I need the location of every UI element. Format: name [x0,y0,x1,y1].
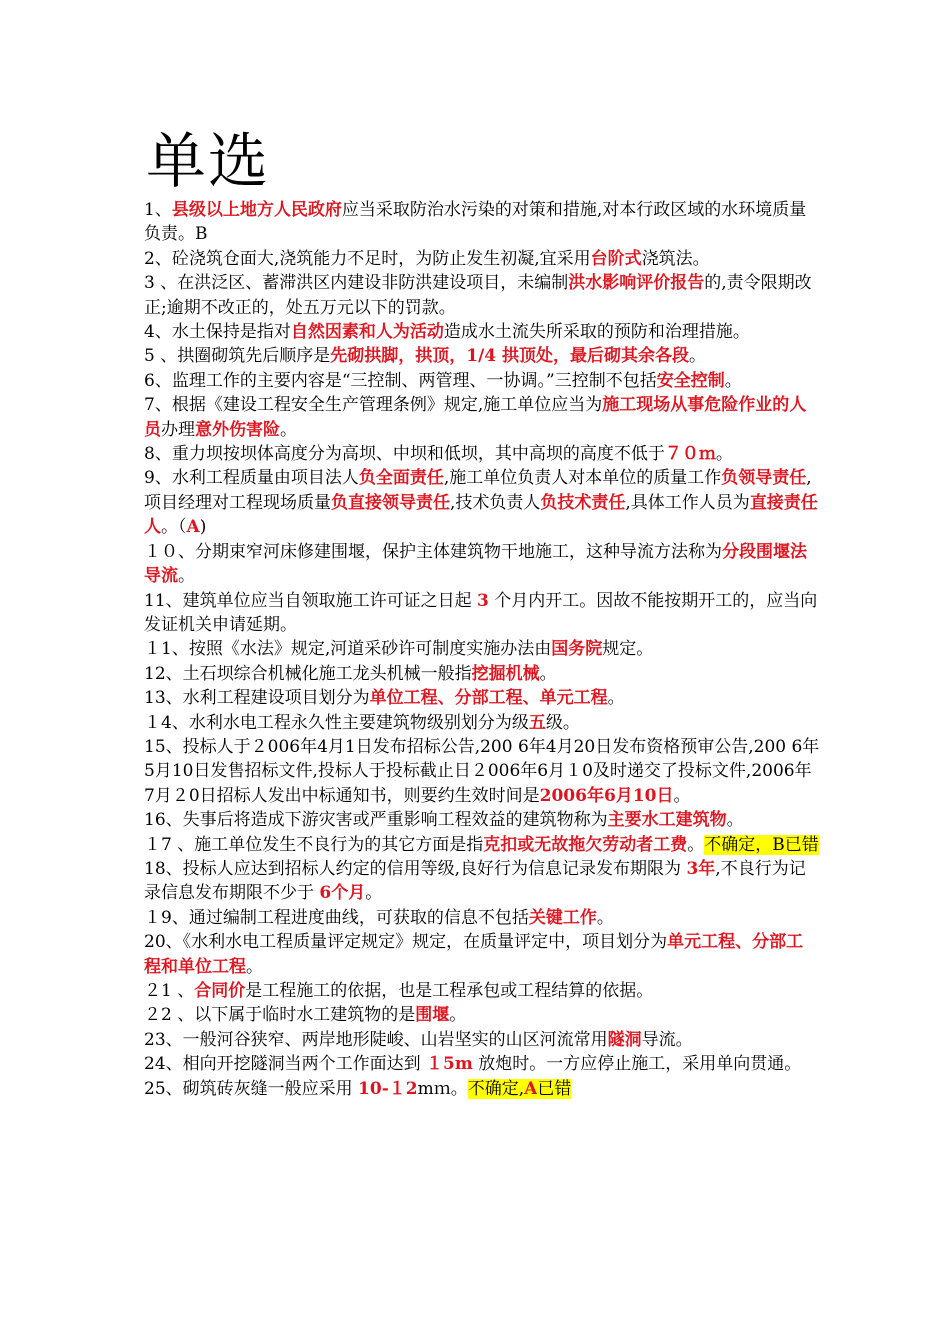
note-highlight: A [524,1078,538,1099]
question-list [144,198,820,1101]
question-text: 放炮时。一方应停止施工，采用单向贯通。 [472,1054,802,1075]
question-item [144,735,820,808]
answer-highlight: 挖掘机械 [471,663,540,684]
question-text: 。 [365,883,383,904]
answer-highlight: 合同价 [194,981,246,1001]
note-highlight: 不确定，B已错 [704,834,819,855]
question-item [144,466,820,539]
question-item [144,637,820,661]
question-item [144,711,820,735]
answer-highlight: 台阶式 [590,248,642,269]
answer-highlight: 克扣或无故拖欠劳动者工费 [483,834,688,855]
question-text: 。（ [161,517,187,538]
question-text: 。 [449,1005,467,1026]
answer-highlight: 单位工程、分部工程、单元工程 [369,688,608,709]
question-text: 9、水利工程质量由项目法人 [144,468,359,489]
question-item [144,369,820,393]
question-text: ２2 、以下属于临时水工建筑物的是 [144,1005,416,1026]
question-text: mｍ。 [417,1078,468,1099]
answer-highlight: 分段围堰法导流 [144,541,807,587]
question-text: 7、根据《建设工程安全生产管理条例》规定,施工单位应当为 [144,395,603,416]
question-text: 3 、在洪泛区、蓄滞洪区内建设非防洪建设项目，未编制 [144,273,569,294]
answer-highlight: 6个月 [319,883,366,904]
question-text: 18、投标人应达到招标人约定的信用等级,良好行为信息记录发布期限为 [144,858,687,879]
question-text: 。 [539,663,557,684]
question-item [144,393,820,442]
question-text: 应当采取防治水污染的对策和措施,对本行政区域的水环境质量负责。B [144,200,807,245]
question-item [144,662,820,686]
question-text: 导流。 [641,1029,693,1050]
question-item [144,442,820,466]
answer-highlight: 单元工程、分部工程和单位工程 [144,932,804,977]
question-item [144,1052,820,1076]
question-text: ２1 、 [144,981,195,1001]
answer-highlight: 关键工作 [528,907,597,928]
question-item [144,271,820,320]
answer-highlight: 县级以上地方人民政府 [171,200,342,220]
question-text: 20、《水利水电工程质量评定规定》规定，在质量评定中，项目划分为 [144,932,668,953]
question-text: ,施工单位负责人对本单位的质量工作 [443,468,722,489]
question-text: 2、砼浇筑仓面大,浇筑能力不足时，为防止发生初凝,宜采用 [144,248,591,269]
answer-highlight: 3 [477,590,489,611]
question-text: 。 [246,956,263,977]
question-text: １1、按照《水法》规定,河道采砂许可制度实施办法由 [144,639,552,660]
question-text: 11、建筑单位应当自领取施工许可证之日起 [144,590,478,611]
question-text: 造成水土流失所采取的预防和治理措施。 [443,322,750,343]
question-text: １7 、施工单位发生不良行为的其它方面是指 [144,834,484,855]
question-text: ,不良行为记录信息发布期限不少于 [144,858,806,904]
question-text: 的,责令限期改正;逾期不改正的，处五万元以下的罚款。 [144,273,812,318]
question-text: 1、 [144,200,172,220]
question-text: 。 [715,444,733,465]
question-text: 25、砌筑砖灰缝一般应采用 [144,1078,359,1099]
answer-highlight: 负领导责任 [721,468,807,489]
question-text: 是工程施工的依据，也是工程承包或工程结算的依据。 [245,981,654,1001]
answer-highlight: 意外伤害险 [195,419,280,440]
answer-highlight: 3年 [686,858,716,879]
question-text: 。 [607,688,625,709]
question-text: １０、分期束窄河床修建围堰，保护主体建筑物干地施工，这种导流方法称为 [144,541,722,562]
question-text: 。 [596,907,614,928]
question-item [144,808,820,832]
note-highlight: 已错 [537,1078,572,1099]
question-text: 5 、拱圈砌筑先后顺序是 [144,346,331,367]
question-item [144,198,820,247]
question-text: 浇筑法。 [641,248,710,269]
question-item [144,247,820,271]
answer-highlight: 国务院 [551,639,603,660]
answer-highlight: 负全面责任 [358,468,444,489]
question-text: 。 [687,834,705,855]
answer-highlight: 负直接领导责任 [331,492,450,513]
question-text: 。 [689,346,707,367]
question-text: １4、水利水电工程永久性主要建筑物级别划分为级 [144,712,529,733]
question-text: 。 [178,566,195,587]
answer-highlight: 直接责任人 [144,492,818,538]
question-text: 24、相向开挖隧洞当两个工作面达到 [144,1054,427,1075]
question-text: ,具体工作人员为 [625,492,750,513]
question-text: 规定。 [602,639,654,660]
question-item [144,906,820,930]
question-text: 16、失事后将造成下游灾害或严重影响工程效益的建筑物称为 [144,810,608,831]
question-item [144,833,820,857]
question-text: １9、通过编制工程进度曲线，可获取的信息不包括 [144,907,529,928]
question-text: 12、土石坝综合机械化施工龙头机械一般指 [144,663,472,684]
question-item [144,344,820,368]
answer-highlight: 施工现场从事危险作业的人员 [144,395,807,440]
question-item [144,857,820,906]
answer-highlight: 2006年6月10日 [539,785,674,806]
answer-highlight: 10-１2 [358,1078,418,1099]
question-item [144,589,820,638]
question-text: 4、水土保持是指对 [144,322,291,343]
question-text: 。 [726,810,744,831]
answer-highlight: 自然因素和人为活动 [290,322,444,343]
question-text: 个月内开工。因故不能按期开工的，应当向发证机关申请延期。 [144,590,818,635]
question-text: 6、监理工作的主要内容是“三控制、两管理、一协调。”三控制不包括 [144,370,657,391]
question-item [144,320,820,344]
question-text: ,项目经理对工程现场质量 [144,468,812,513]
question-item [144,540,820,589]
answer-highlight: A [186,517,200,538]
question-text: 级。 [545,712,580,733]
answer-highlight: 隧洞 [607,1029,642,1050]
answer-highlight: ７０ｍ [664,444,716,465]
answer-highlight: 安全控制 [656,370,725,391]
note-highlight: 不确定, [467,1078,525,1099]
question-text: ) [199,517,207,538]
question-item [144,930,820,979]
question-text: 13、水利工程建设项目划分为 [144,688,370,709]
question-text: 15、投标人于２006年4月1日发布招标公告,200 6年4月20日发布资格预审公告,200 6年5月10日发售招标文件,投标人于投标截止日２006年6月１0及时递交了投标文件,2006年7月２0日招标人发出中标通知书，则要约生效时间是 [144,736,820,806]
question-text: 23、一般河谷狭窄、两岸地形陡峻、山岩坚实的山区河流常用 [144,1029,608,1050]
question-item [144,1028,820,1052]
answer-highlight: 围堰 [415,1005,450,1026]
question-item [144,979,820,1003]
question-text: 8、重力坝按坝体高度分为高坝、中坝和低坝，其中高坝的高度不低于 [144,444,665,465]
question-text: 。 [673,785,691,806]
question-text: 。 [724,370,742,391]
question-item [144,1077,820,1101]
page-title: 单选 [146,127,270,197]
answer-highlight: 洪水影响评价报告 [568,273,705,294]
question-text: ,技术负责人 [450,492,541,513]
question-item [144,1003,820,1027]
answer-highlight: 负技术责任 [540,492,626,513]
question-text: 办理 [161,419,195,440]
answer-highlight: 先砌拱脚，拱顶，1/4 拱顶处，最后砌其余各段 [330,346,690,367]
answer-highlight: 主要水工建筑物 [607,810,727,831]
question-item [144,686,820,710]
answer-highlight: 五 [528,712,546,733]
question-text: 。 [280,419,297,440]
answer-highlight: １5m [426,1054,473,1075]
